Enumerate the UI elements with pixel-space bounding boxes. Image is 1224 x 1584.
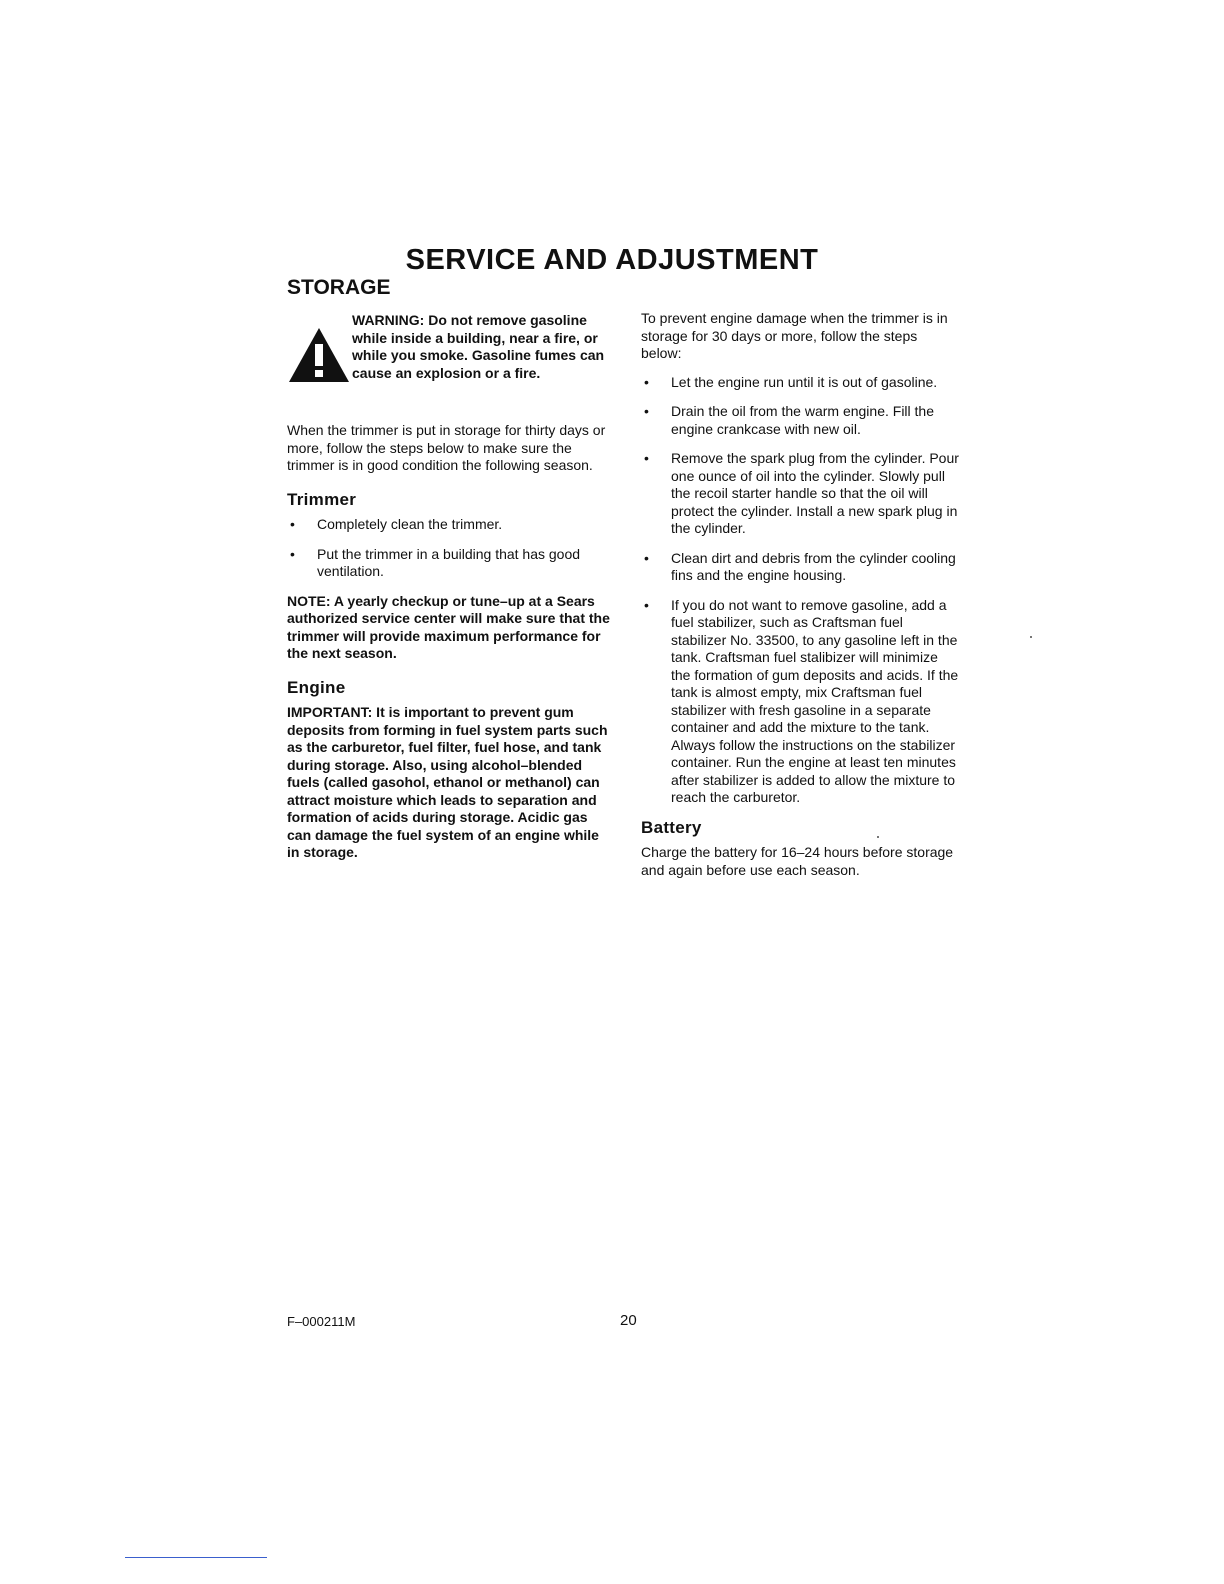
list-item: [641, 374, 961, 392]
footer-part-code: F–000211M: [287, 1314, 356, 1329]
list-item-text: Put the trimmer in a building that has good ventilation.: [317, 545, 581, 579]
battery-text: Charge the battery for 16–24 hours before storage and again before use each season.: [641, 844, 954, 878]
heading-battery: Battery: [641, 817, 702, 837]
heading-trimmer: Trimmer: [287, 489, 357, 509]
list-item: [641, 597, 961, 807]
list-item: [287, 546, 612, 581]
section-title-storage: STORAGE: [287, 276, 391, 299]
trimmer-list: [287, 516, 612, 581]
bullet-icon: •: [644, 596, 649, 613]
list-item-text: Completely clean the trimmer.: [317, 516, 503, 532]
warning-block: [287, 312, 612, 414]
warning-text: WARNING: Do not remove gasoline while inside a building, near a fire, or while you smoke. Gasoline fumes can cause an explosion or a fire.: [352, 312, 605, 381]
list-item-text: If you do not want to remove gasoline, add a fuel stabilizer, such as Craftsman fuel stabilizer No. 33500, to any gasoline left in the tank. Craftsman fuel stalibizer will minimize the formation of gum deposits and acids. If the tank is almost empty, mix Craftsman fuel stabilizer with fresh gasoline in a separate container and add the mixture to the tank. Always follow the instructions on the stabilizer container. Run the engine at least ten minutes after stabilizer is added to allow the mixture to reach the carburetor.: [671, 596, 959, 805]
list-item-text: Clean dirt and debris from the cylinder cooling fins and the engine housing.: [671, 549, 956, 583]
bullet-icon: •: [644, 450, 649, 466]
bullet-icon: •: [290, 545, 295, 562]
bottom-rule: [125, 1557, 267, 1558]
page-title: SERVICE AND ADJUSTMENT: [405, 244, 819, 276]
storage-intro: When the trimmer is put in storage for thirty days or more, follow the steps below to make sure the trimmer is in good condition the following season.: [287, 422, 606, 473]
bullet-icon: •: [644, 403, 649, 419]
right-column: [641, 310, 961, 879]
engine-steps-list: [641, 374, 961, 807]
note-text: NOTE: A yearly checkup or tune–up at a Sears authorized service center will make sure that the trimmer will provide maximum performance for the next season.: [287, 592, 610, 661]
list-item-text: Let the engine run until it is out of gasoline.: [671, 373, 938, 390]
bullet-icon: •: [290, 516, 295, 532]
warning-triangle-icon: [287, 326, 351, 384]
list-item-text: Drain the oil from the warm engine. Fill the engine crankcase with new oil.: [671, 403, 934, 437]
scan-speck: [1030, 636, 1032, 638]
scan-speck: [877, 836, 879, 838]
page-number: 20: [620, 1312, 637, 1329]
important-text: IMPORTANT: It is important to prevent gum deposits from forming in fuel system parts such as the carburetor, fuel filter, fuel hose, and tank during storage. Also, using alcohol–blended fuels (called gasohol, ethanol or methanol) can attract moisture which leads to separation and formation of acids during storage. Acidic gas can damage the fuel system of an engine while in storage.: [287, 704, 608, 860]
left-column: [287, 312, 612, 862]
list-item: [641, 403, 961, 438]
list-item: [287, 516, 612, 534]
heading-engine: Engine: [287, 677, 346, 697]
list-item: [641, 450, 961, 538]
engine-storage-intro: To prevent engine damage when the trimmer is in storage for 30 days or more, follow the steps below:: [641, 310, 948, 361]
list-item-text: Remove the spark plug from the cylinder. Pour one ounce of oil into the cylinder. Slowly pull the recoil starter handle so that the oil will protect the cylinder. Install a new spark plug in the cylinder.: [671, 450, 959, 536]
list-item: [641, 550, 961, 585]
bullet-icon: •: [644, 549, 649, 566]
bullet-icon: •: [644, 373, 649, 390]
